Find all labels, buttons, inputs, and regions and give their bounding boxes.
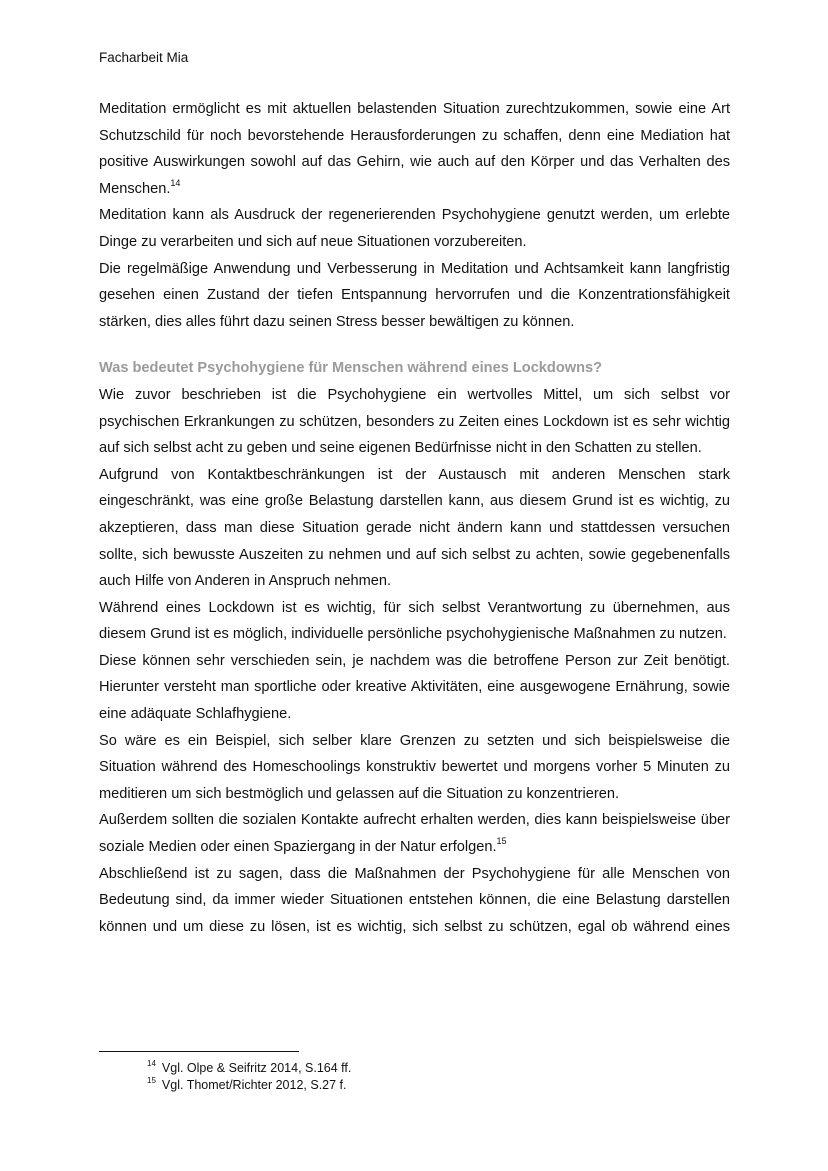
paragraph-text: Außerdem sollten die sozialen Kontakte aufrecht erhalten werden, dies kann beispielsweise über soziale Medien oder einen Spaziergang in der Natur erfolgen. [99, 812, 730, 856]
footnote-number: 14 [147, 1058, 156, 1068]
footnotes [147, 1060, 351, 1094]
paragraph: Die regelmäßige Anwendung und Verbesserung in Meditation und Achtsamkeit kann langfristig gesehen einen Zustand der tiefen Entspannung hervorrufen und die Konzentrationsfähigkeit stärken, dies alles führt dazu seinen Stress besser bewältigen zu können. [99, 260, 730, 330]
paragraph [99, 96, 730, 202]
paragraph: Aufgrund von Kontaktbeschränkungen ist der Austausch mit anderen Menschen stark eingeschränkt, was eine große Belastung darstellen kann, aus diesem Grund ist es wichtig, zu akzeptieren, dass man diese Situation gerade nicht ändern kann und stattdessen versuchen sollte, sich bewusste Auszeiten zu nehmen und auf sich selbst zu achten, sowie gegebenenfalls auch Hilfe von Anderen in Anspruch nehmen. [99, 466, 730, 590]
footnote-ref: 15 [496, 836, 507, 847]
footnote-divider [99, 1051, 299, 1052]
paragraph: Meditation kann als Ausdruck der regenerierenden Psychohygiene genutzt werden, um erlebte Dinge zu verarbeiten und sich auf neue Situationen vorzubereiten. [99, 207, 730, 250]
paragraph: Während eines Lockdown ist es wichtig, für sich selbst Verantwortung zu übernehmen, aus diesem Grund ist es möglich, individuelle persönliche psychohygienische Maßnahmen zu nutzen. [99, 599, 730, 643]
paragraph: Abschließend ist zu sagen, dass die Maßnahmen der Psychohygiene für alle Menschen von Bedeutung sind, da immer wieder Situationen entstehen können, die eine Belastung darstellen können und um diese zu lösen, ist es wichtig, sich selbst zu schützen, egal ob während eines [99, 865, 730, 935]
footnote-text: Vgl. Olpe & Seifritz 2014, S.164 ff. [161, 1061, 352, 1075]
footnote-text: Vgl. Thomet/Richter 2012, S.27 f. [161, 1078, 347, 1092]
paragraph: Wie zuvor beschrieben ist die Psychohygiene ein wertvolles Mittel, um sich selbst vor psychischen Erkrankungen zu schützen, besonders zu Zeiten eines Lockdown ist es sehr wichtig auf sich selbst acht zu geben und seine eigenen Bedürfnisse nicht in den Schatten zu stellen. [99, 386, 730, 457]
footnote-ref: 14 [170, 177, 181, 188]
paragraph [99, 807, 730, 860]
paragraph: Diese können sehr verschieden sein, je nachdem was die betroffene Person zur Zeit benötigt. Hierunter versteht man sportliche oder kreative Aktivitäten, eine ausgewogene Ernährung, sowie eine adäquate Schlafhygiene. [99, 652, 730, 723]
paragraph: So wäre es ein Beispiel, sich selber klare Grenzen zu setzten und sich beispielsweise die Situation während des Homeschoolings konstruktiv bewertet und morgens vorher 5 Minuten zu meditieren um sich bestmöglich und gelassen auf die Situation zu konzentrieren. [99, 732, 730, 802]
footnote-number: 15 [147, 1075, 156, 1085]
footnote [147, 1077, 351, 1094]
body-text [99, 96, 730, 940]
footnote [147, 1060, 351, 1077]
paragraph-text: Meditation ermöglicht es mit aktuellen belastenden Situation zurechtzukommen, sowie eine Art Schutzschild für noch bevorstehende Herausforderungen zu schaffen, denn eine Mediation hat positive Auswirkungen sowohl auf das Gehirn, wie auch auf den Körper und das Verhalten des Menschen. [99, 101, 730, 197]
section-heading: Was bedeutet Psychohygiene für Menschen während eines Lockdowns? [99, 360, 603, 377]
page-header: Facharbeit Mia [99, 50, 189, 65]
